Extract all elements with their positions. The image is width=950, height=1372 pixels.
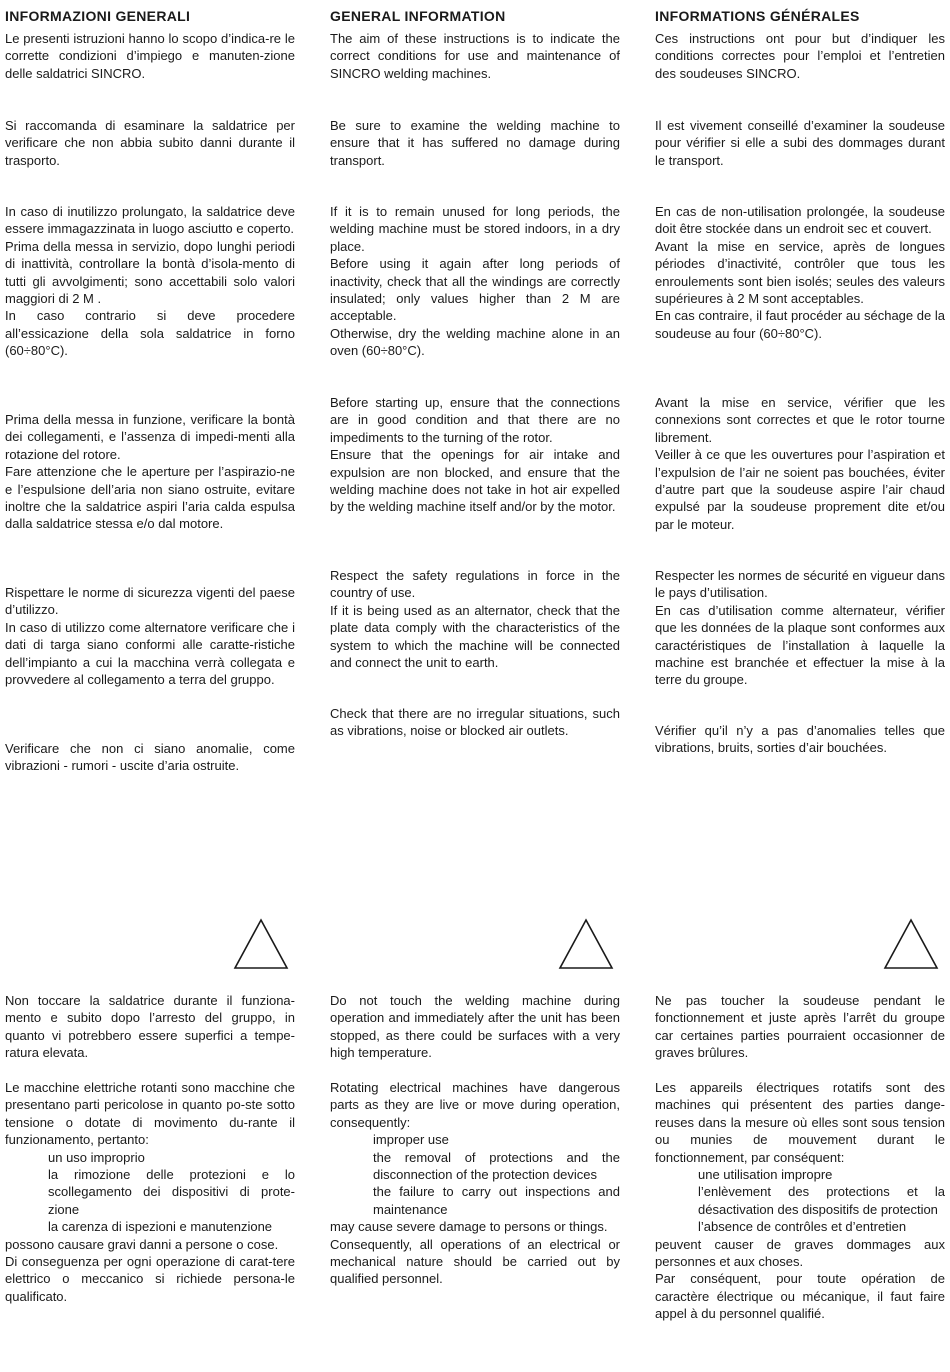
hot-surface-warning: Do not touch the welding machine during operation and immediately after the unit has been stopped, as there could be surfaces with a very high temperature. (330, 993, 620, 1061)
safety-paragraph: Rispettare le norme di sicurezza vigenti del paese d’utilizzo. In caso di utilizzo come alternatore verificare che i dati di targa siano conformi alle caratte-ristiche dell’impianto a cui la macchina verrà collegata e provvedere al collegamento a terra del gruppo. (5, 585, 295, 688)
intro-paragraph: Le presenti istruzioni hanno lo scopo d’indica-re le corrette condizioni d’impiego e manuten-zione delle saldatrici SINCRO. (5, 31, 295, 81)
safety-paragraph: Respect the safety regulations in force in the country of use. If it is being used as an alternator, check that the plate data comply with the characteristics of the system to which the machine will be connected and connect the unit to earth. (330, 568, 620, 671)
transport-paragraph: Be sure to examine the welding machine to ensure that it has suffered no damage during transport. (330, 118, 620, 168)
hazard-item: l’absence de contrôles et d’entretien (698, 1219, 907, 1235)
storage-paragraph: If it is to remain unused for long periods, the welding machine must be stored indoors, in a dry place. Before using it again after long periods of inactivity, check that all the windings are correctly insulated; only values higher than 2 M are acceptable. Otherwise, dry the welding machine alone in an oven (60÷80°C). (330, 204, 620, 359)
storage-paragraph: In caso di inutilizzo prolungato, la saldatrice deve essere immagazzinata in luogo asciutto e coperto. Prima della messa in servizio, dopo lunghi periodi di inattività, controllare la bontà d’isola-mento di tutti gli avvolgimenti; sono accettabili solo valori maggiori di 2 M . In caso contrario si deve procedere all’essicazione della sola saldatrice in forno (60÷80°C). (5, 204, 295, 359)
connections-paragraph: Avant la mise en service, vérifier que les connexions sont correctes et que le rotor tourne librement. Veiller à ce que les ouvertures pour l’aspiration et l’expulsion de l’air ne soient pas bouchées, éviter d’autre part que la soudeuse aspire l’air chaud expulsé par la soudeuse proprement dite et/ou par le moteur. (655, 395, 945, 532)
connections-paragraph: Before starting up, ensure that the connections are in good condition and that there are no impediments to the turning of the rotor. Ensure that the openings for air intake and expulsion are non blocked, and ensure that the welding machine does not take in hot air expelled by the welding machine itself and/or by the motor. (330, 395, 620, 515)
hot-surface-warning: Ne pas toucher la soudeuse pendant le fonctionnement et juste après l’arrêt du groupe car certaines parties pourraient occasionner de graves brûlures. (655, 993, 945, 1061)
heading-english: GENERAL INFORMATION (330, 8, 506, 24)
hazard-item: the removal of protections and the disconnection of the protection devices (373, 1149, 620, 1183)
connections-paragraph: Prima della messa in funzione, verificare la bontà dei collegamenti, e l’assenza di impedi-menti alla rotazione del rotore. Fare attenzione che le aperture per l’aspirazio-ne e l’espulsione dell’aria non siano ostruite, evitare inoltre che la saldatrice aspiri l’aria calda espulsa dalla saldatrice stessa e/o dal motore. (5, 412, 295, 532)
heading-italian: INFORMAZIONI GENERALI (5, 8, 191, 24)
heading-french: INFORMATIONS GÉNÉRALES (655, 8, 860, 24)
rotating-machines-warning: Les appareils électriques rotatifs sont des machines qui présentent des parties dange-reuses dans la mesure où elles sont sous tension ou munies de mouvement durant le fonctionnement, par conséquent: une utilisation impropre l’enlèvement des protections et la désactivation des dispositifs de protection l’absence de contrôles et d’entretien peuvent causer de graves dommages aux personnes et aux choses. Par conséquent, pour toute opération de caractère électrique ou mécanique, il faut faire appel à du personnel qualifié. (655, 1080, 945, 1322)
anomalies-paragraph: Verificare che non ci siano anomalie, come vibrazioni - rumori - uscite d’aria ostruite. (5, 741, 295, 774)
hazard-item: l’enlèvement des protections et la désactivation des dispositifs de protection (698, 1184, 945, 1217)
anomalies-paragraph: Vérifier qu’il n’y a pas d’anomalies telles que vibrations, bruits, sorties d’air bouchées. (655, 723, 945, 756)
hazard-item: la carenza di ispezioni e manutenzione (48, 1219, 273, 1235)
storage-paragraph: En cas de non-utilisation prolongée, la soudeuse doit être stockée dans un endroit sec et couvert. Avant la mise en service, après de longues périodes d’inactivité, contrôler que tous les enroulements sont bien isolés; seules des valeurs supérieures à 2 M sont acceptables. En cas contraire, il faut procéder au séchage de la soudeuse au four (60÷80°C). (655, 204, 945, 341)
hazard-item: improper use (373, 1132, 449, 1148)
intro-paragraph: The aim of these instructions is to indicate the correct conditions for use and maintenance of SINCRO welding machines. (330, 31, 620, 81)
warning-triangle-icon (883, 918, 939, 970)
hazard-item: un uso improprio (48, 1149, 145, 1165)
transport-paragraph: Il est vivement conseillé d’examiner la soudeuse pour vérifier si elle a subi des dommages durant le transport. (655, 118, 945, 168)
transport-paragraph: Si raccomanda di esaminare la saldatrice per verificare che non abbia subito danni durante il trasporto. (5, 118, 295, 168)
warning-triangle-icon (558, 918, 614, 970)
warning-triangle-icon (233, 918, 289, 970)
rotating-machines-warning: Le macchine elettriche rotanti sono macchine che presentano parti pericolose in quanto po-ste sotto tensione o dotate di movimento du-rante il funzionamento, pertanto: un uso improprio la rimozione delle protezioni e lo scollegamento dei dispositivi di prote-zione la carenza di ispezioni e manutenzione possono causare gravi danni a persone o cose. Di conseguenza per ogni operazione di carat-tere elettrico o meccanico si richiede persona-le qualificato. (5, 1080, 295, 1304)
hot-surface-warning: Non toccare la saldatrice durante il funziona-mento e subito dopo l’arresto del gruppo, in quanto vi potrebbero essere superfici a tempe-ratura elevata. (5, 993, 295, 1061)
intro-paragraph: Ces instructions ont pour but d’indiquer les conditions correctes pour l’emploi et l’entretien des soudeuses SINCRO. (655, 31, 945, 81)
safety-paragraph: Respecter les normes de sécurité en vigueur dans le pays d’utilisation. En cas d’utilisation comme alternateur, vérifier que les données de la plaque sont conformes aux caractéristiques de l’installation à laquelle la machine est branchée et effectuer la mise à la terre du groupe. (655, 568, 945, 688)
hazard-item: the failure to carry out inspections and maintenance (373, 1184, 620, 1217)
rotating-machines-warning: Rotating electrical machines have dangerous parts as they are live or move during operation, consequently: improper use the removal of protections and the disconnection of the protection devices the failure to carry out inspections and maintenance may cause severe damage to persons or things. Consequently, all operations of an electrical or mechanical nature should be carried out by qualified personnel. (330, 1080, 620, 1287)
anomalies-paragraph: Check that there are no irregular situations, such as vibrations, noise or blocked air outlets. (330, 706, 620, 739)
hazard-item: la rimozione delle protezioni e lo scollegamento dei dispositivi di prote-zione (48, 1167, 295, 1217)
hazard-item: une utilisation impropre (698, 1167, 833, 1183)
